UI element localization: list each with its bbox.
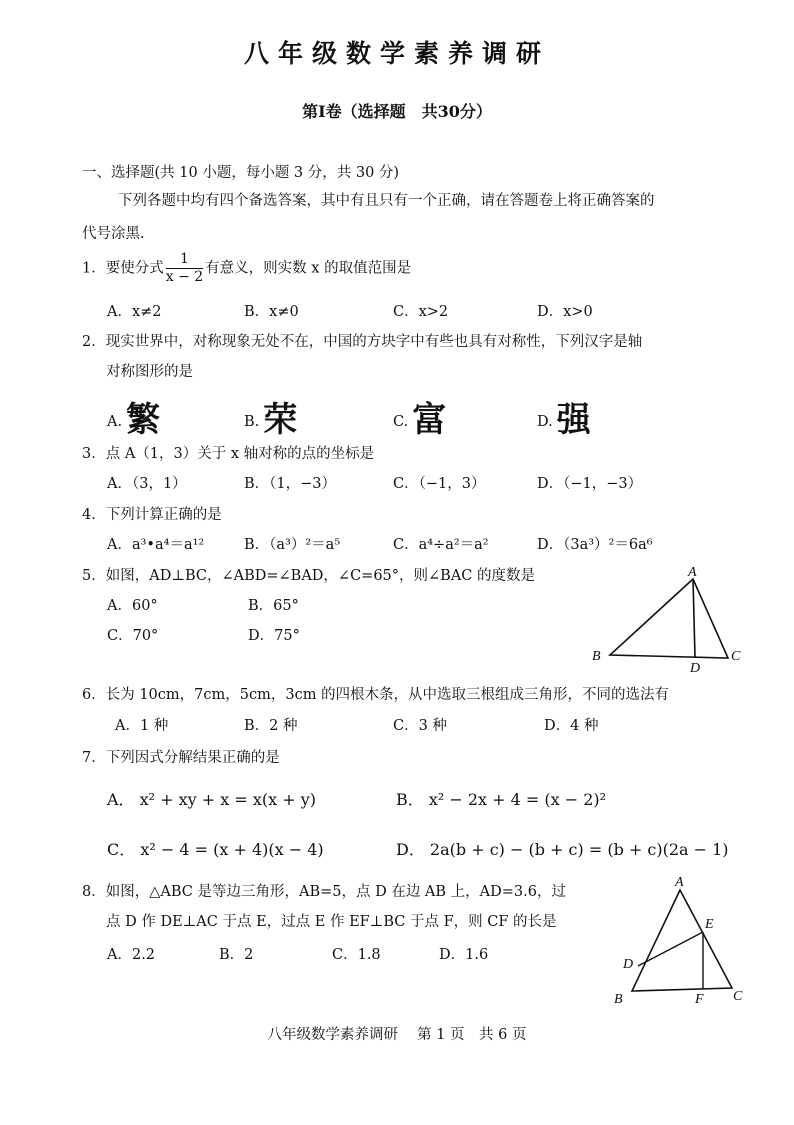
q7-option-d: D． 2a(b + c) − (b + c) = (b + c)(2a − 1): [396, 840, 729, 859]
q2-option-d: [537, 392, 591, 441]
q7-stem: 7．下列因式分解结果正确的是: [82, 750, 280, 766]
q5-triangle: [610, 579, 728, 658]
q1-option-d: D．x>0: [537, 304, 593, 320]
q1-denominator: x − 2: [165, 269, 204, 285]
q7-option-a: A． x² + xy + x = x(x + y): [107, 790, 317, 809]
q1-fraction: [166, 251, 203, 286]
q8-point-d: D: [623, 957, 634, 972]
q2-option-a: [107, 392, 160, 441]
q8-figure: [605, 872, 765, 1012]
q4-option-c: C．a⁴÷a²＝a²: [393, 537, 489, 553]
q4-option-b: B．（a³）²＝a⁵: [244, 537, 341, 553]
q7-option-b: B． x² − 2x + 4 = (x − 2)²: [396, 790, 607, 809]
q5-option-d: D．75°: [248, 628, 300, 644]
q2-char-a: 繁: [126, 400, 161, 440]
q8-option-c: C．1.8: [332, 947, 381, 963]
q2-stem-line-2: 对称图形的是: [106, 364, 193, 380]
question-1: [82, 251, 411, 286]
q7-option-c: C． x² − 4 = (x + 4)(x − 4): [107, 840, 324, 859]
q2-option-b: [244, 392, 297, 441]
q8-stem-line-1: 8．如图，△ABC 是等边三角形，AB=5，点 D 在边 AB 上，AD=3.6，过: [82, 884, 566, 900]
q2-char-d: 强: [556, 400, 591, 440]
q2-stem-line-1: 2．现实世界中，对称现象无处不在，中国的方块字中有些也具有对称性，下列汉字是轴: [82, 334, 643, 350]
q5-stem: 5．如图，AD⊥BC，∠ABD=∠BAD，∠C=65°，则∠BAC 的度数是: [82, 568, 536, 584]
q4-option-a: A．a³•a⁴＝a¹²: [107, 537, 205, 553]
q8-option-d: D．1.6: [439, 947, 489, 963]
q2-label-d: D.: [537, 414, 553, 430]
q2-label-a: A.: [107, 414, 123, 430]
instruction-line-1: 下列各题中均有四个备选答案，其中有且只有一个正确，请在答题卷上将正确答案的: [118, 193, 655, 209]
q4-option-d: D．（3a³）²＝6a⁶: [537, 537, 653, 553]
q4-stem: 4．下列计算正确的是: [82, 507, 222, 523]
q2-char-c: 富: [412, 400, 447, 440]
q2-label-b: B.: [244, 414, 260, 430]
q6-option-c: C．3 种: [393, 718, 447, 734]
section-heading: 一、选择题(共 10 小题，每小题 3 分，共 30 分): [82, 165, 400, 181]
q3-stem: 3．点 A（1，3）关于 x 轴对称的点的坐标是: [82, 446, 375, 462]
q5-option-c: C．70°: [107, 628, 159, 644]
page-footer: 八年级数学素养调研 第 1 页 共 6 页: [267, 1027, 527, 1043]
q5-altitude-ad: [693, 579, 695, 657]
q6-option-b: B．2 种: [244, 718, 298, 734]
q8-triangle: [632, 890, 732, 991]
section-title: 第Ⅰ卷（选择题 共30分）: [302, 102, 492, 121]
q8-point-b: B: [614, 992, 623, 1007]
q8-point-f: F: [695, 992, 704, 1007]
q5-option-a: A．60°: [107, 598, 158, 614]
q5-point-b: B: [592, 649, 601, 664]
q8-point-c: C: [733, 989, 743, 1004]
q6-option-a: A．1 种: [115, 718, 169, 734]
q5-point-c: C: [731, 649, 741, 664]
q8-point-a: A: [675, 875, 684, 890]
instruction-line-2: 代号涂黑.: [82, 226, 145, 242]
q3-option-d: D．（−1，−3）: [537, 476, 643, 492]
q6-option-d: D．4 种: [544, 718, 599, 734]
q8-option-a: A．2.2: [107, 947, 156, 963]
q2-char-b: 荣: [263, 400, 298, 440]
q3-option-c: C．（−1，3）: [393, 476, 486, 492]
q5-option-b: B．65°: [248, 598, 299, 614]
q1-stem-post: 有意义，则实数 x 的取值范围是: [205, 260, 412, 277]
q1-stem-pre: 1．要使分式: [82, 260, 164, 277]
q1-option-a: A．x≠2: [107, 304, 162, 320]
q5-point-a: A: [688, 565, 697, 580]
q8-segment-de: [638, 932, 703, 966]
q2-label-c: C.: [393, 414, 409, 430]
q3-option-a: A．（3，1）: [107, 476, 187, 492]
q8-option-b: B．2: [219, 947, 254, 963]
page-title: 八年级数学素养调研: [243, 39, 550, 68]
q5-figure: [580, 562, 750, 677]
q3-option-b: B．（1，−3）: [244, 476, 337, 492]
q6-stem: 6．长为 10cm，7cm，5cm，3cm 的四根木条，从中选取三根组成三角形，不同的选法有: [82, 687, 670, 703]
q2-option-c: [393, 392, 446, 441]
q8-point-e: E: [705, 917, 714, 932]
q8-stem-line-2: 点 D 作 DE⊥AC 于点 E，过点 E 作 EF⊥BC 于点 F，则 CF 的长是: [106, 914, 557, 930]
q1-numerator: 1: [166, 251, 203, 269]
q5-point-d: D: [690, 661, 701, 676]
q1-option-c: C．x>2: [393, 304, 449, 320]
q1-option-b: B．x≠0: [244, 304, 299, 320]
